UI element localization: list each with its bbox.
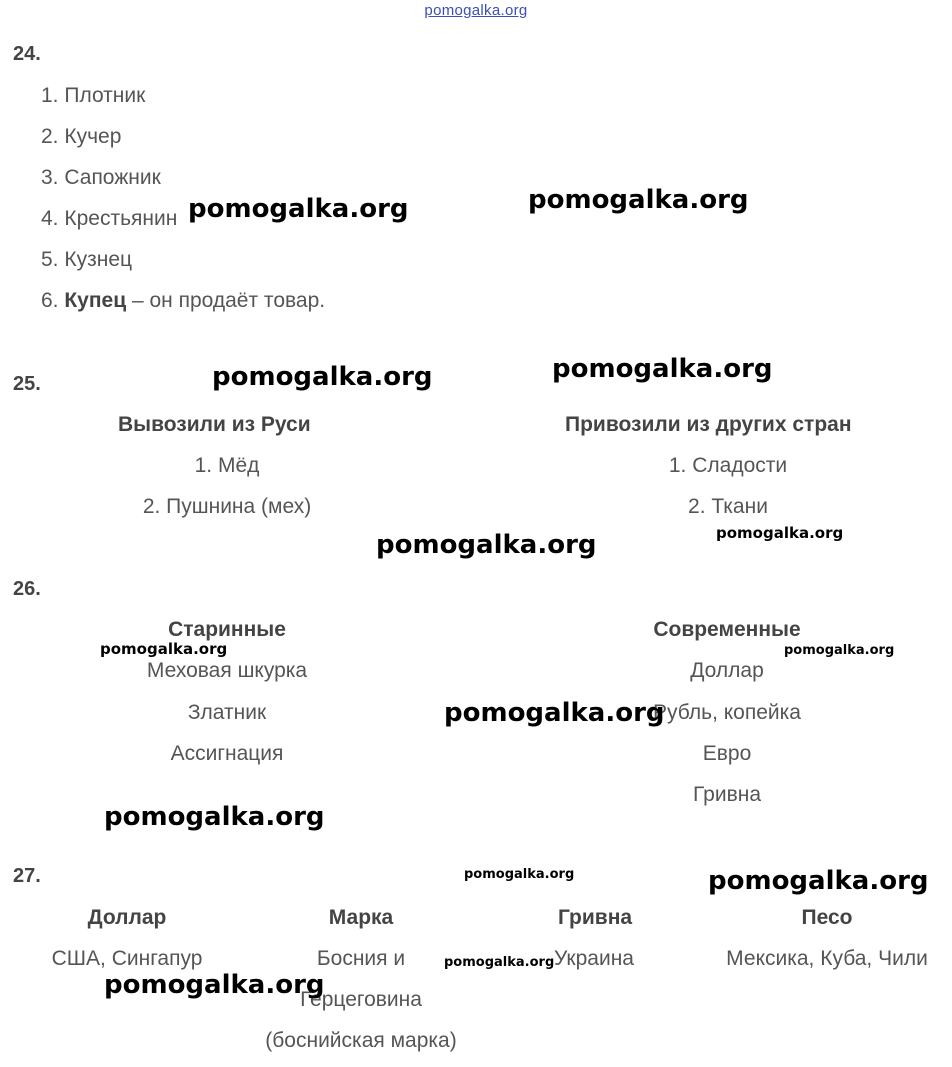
list-item: 4. Крестьянин: [41, 207, 178, 230]
list-item: Доллар: [690, 659, 764, 682]
list-item: 1. Плотник: [41, 84, 146, 107]
section-25-number: 25.: [13, 373, 41, 395]
column-heading-export: Вывозили из Руси: [118, 413, 311, 436]
section-27-number: 27.: [13, 865, 41, 887]
watermark: pomogalka.org: [444, 955, 555, 970]
table-cell: (боснийская марка): [265, 1029, 457, 1052]
watermark: pomogalka.org: [100, 640, 228, 658]
column-heading-mark: Марка: [328, 906, 394, 929]
watermark: pomogalka.org: [464, 867, 575, 882]
list-item: 5. Кузнец: [41, 248, 133, 271]
watermark: pomogalka.org: [444, 698, 665, 728]
watermark: pomogalka.org: [716, 524, 844, 542]
watermark: pomogalka.org: [552, 354, 773, 384]
column-heading-peso: Песо: [801, 906, 853, 929]
table-cell: Мексика, Куба, Чили: [726, 947, 928, 970]
watermark: pomogalka.org: [376, 530, 597, 560]
site-header-link[interactable]: pomogalka.org: [424, 2, 528, 19]
watermark: pomogalka.org: [708, 866, 929, 896]
list-item: Евро: [702, 742, 752, 765]
column-heading-modern: Современные: [653, 618, 801, 641]
list-item: 2. Ткани: [688, 495, 768, 518]
list-item: 2. Пушнина (мех): [142, 495, 312, 518]
table-cell: Босния и: [316, 947, 406, 970]
column-heading-hryvnia: Гривна: [557, 906, 633, 929]
section-24-number: 24.: [13, 43, 41, 65]
list-item: 1. Мёд: [194, 454, 260, 477]
table-cell: США, Сингапур: [51, 947, 203, 970]
table-cell: Герцеговина: [300, 988, 422, 1011]
list-item: Златник: [187, 701, 267, 724]
table-cell: Украина: [554, 947, 634, 970]
column-heading-old: Старинные: [168, 618, 286, 641]
watermark: pomogalka.org: [104, 802, 325, 832]
list-item: 2. Кучер: [41, 125, 122, 148]
watermark: pomogalka.org: [784, 643, 895, 658]
watermark: pomogalka.org: [188, 194, 409, 224]
list-item: 6. Купец – он продаёт товар.: [41, 289, 326, 312]
column-heading-dollar: Доллар: [87, 906, 167, 929]
column-heading-import: Привозили из других стран: [565, 413, 852, 436]
list-item: Ассигнация: [170, 742, 284, 765]
list-item: 1. Сладости: [668, 454, 788, 477]
watermark: pomogalka.org: [528, 185, 749, 215]
list-item: Меховая шкурка: [146, 659, 308, 682]
list-item: 3. Сапожник: [41, 166, 161, 189]
list-item: Гривна: [692, 783, 762, 806]
watermark: pomogalka.org: [104, 970, 325, 1000]
watermark: pomogalka.org: [212, 362, 433, 392]
list-item: Рубль, копейка: [653, 701, 801, 724]
section-26-number: 26.: [13, 578, 41, 600]
